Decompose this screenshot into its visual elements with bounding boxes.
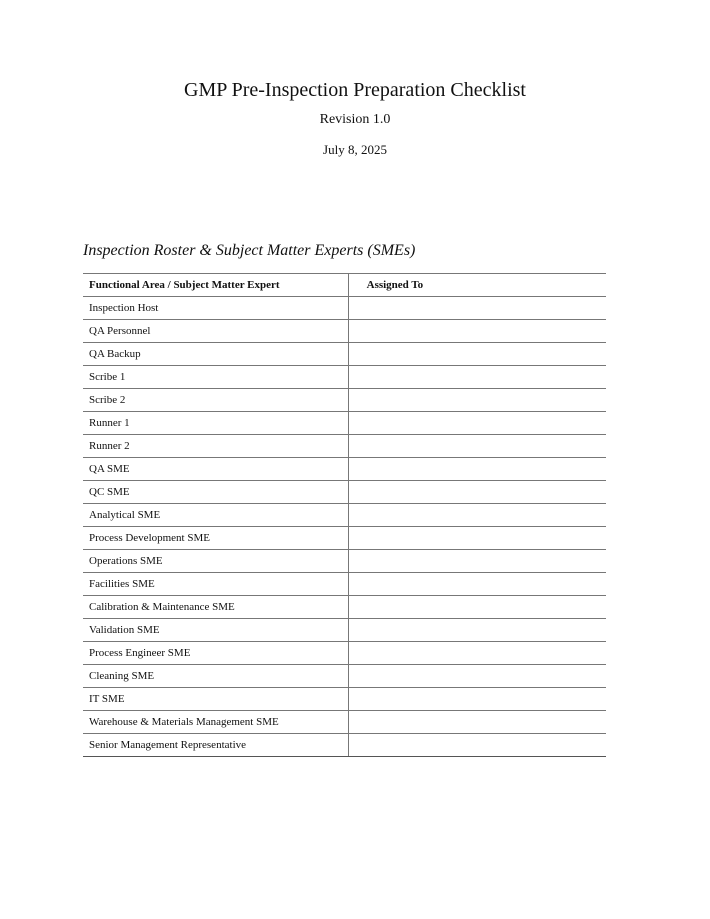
role-cell: IT SME (83, 688, 348, 711)
role-cell: Cleaning SME (83, 665, 348, 688)
table-row (83, 320, 606, 343)
assigned-to-cell (348, 527, 606, 550)
table-row (83, 504, 606, 527)
assigned-to-cell (348, 343, 606, 366)
table-row (83, 550, 606, 573)
assigned-to-cell (348, 504, 606, 527)
table-row (83, 366, 606, 389)
assigned-to-cell (348, 458, 606, 481)
role-cell: Inspection Host (83, 297, 348, 320)
table-row (83, 481, 606, 504)
assigned-to-cell (348, 642, 606, 665)
document-revision: Revision 1.0 (319, 112, 391, 127)
assigned-to-cell (348, 573, 606, 596)
role-cell: Analytical SME (83, 504, 348, 527)
table-row (83, 734, 606, 757)
table-row (83, 297, 606, 320)
role-cell: Process Development SME (83, 527, 348, 550)
table-row (83, 711, 606, 734)
section-heading-roster: Inspection Roster & Subject Matter Experts (SMEs) (83, 242, 416, 259)
table-row (83, 435, 606, 458)
table-header-row (83, 274, 606, 297)
table-row (83, 642, 606, 665)
assigned-to-cell (348, 481, 606, 504)
table-row (83, 343, 606, 366)
role-cell: Scribe 2 (83, 389, 348, 412)
document-date: July 8, 2025 (323, 142, 387, 157)
assigned-to-cell (348, 320, 606, 343)
roster-table-body (83, 297, 606, 757)
role-cell: QA Backup (83, 343, 348, 366)
role-cell: Warehouse & Materials Management SME (83, 711, 348, 734)
assigned-to-cell (348, 412, 606, 435)
assigned-to-cell (348, 389, 606, 412)
table-row (83, 527, 606, 550)
role-cell: QA SME (83, 458, 348, 481)
roster-table (83, 273, 606, 757)
column-header-assigned-to: Assigned To (348, 274, 606, 297)
assigned-to-cell (348, 366, 606, 389)
role-cell: Facilities SME (83, 573, 348, 596)
role-cell: QC SME (83, 481, 348, 504)
role-cell: QA Personnel (83, 320, 348, 343)
assigned-to-cell (348, 619, 606, 642)
table-row (83, 596, 606, 619)
role-cell: Runner 2 (83, 435, 348, 458)
role-cell: Process Engineer SME (83, 642, 348, 665)
assigned-to-cell (348, 665, 606, 688)
role-cell: Validation SME (83, 619, 348, 642)
role-cell: Runner 1 (83, 412, 348, 435)
table-row (83, 619, 606, 642)
table-row (83, 688, 606, 711)
table-row (83, 389, 606, 412)
role-cell: Calibration & Maintenance SME (83, 596, 348, 619)
table-row (83, 458, 606, 481)
assigned-to-cell (348, 435, 606, 458)
role-cell: Operations SME (83, 550, 348, 573)
document-title: GMP Pre-Inspection Preparation Checklist (184, 79, 526, 101)
assigned-to-cell (348, 596, 606, 619)
role-cell: Scribe 1 (83, 366, 348, 389)
role-cell: Senior Management Representative (83, 734, 348, 757)
assigned-to-cell (348, 711, 606, 734)
assigned-to-cell (348, 297, 606, 320)
table-row (83, 412, 606, 435)
assigned-to-cell (348, 550, 606, 573)
table-row (83, 665, 606, 688)
assigned-to-cell (348, 688, 606, 711)
table-row (83, 573, 606, 596)
column-header-functional-area: Functional Area / Subject Matter Expert (83, 274, 348, 297)
assigned-to-cell (348, 734, 606, 757)
